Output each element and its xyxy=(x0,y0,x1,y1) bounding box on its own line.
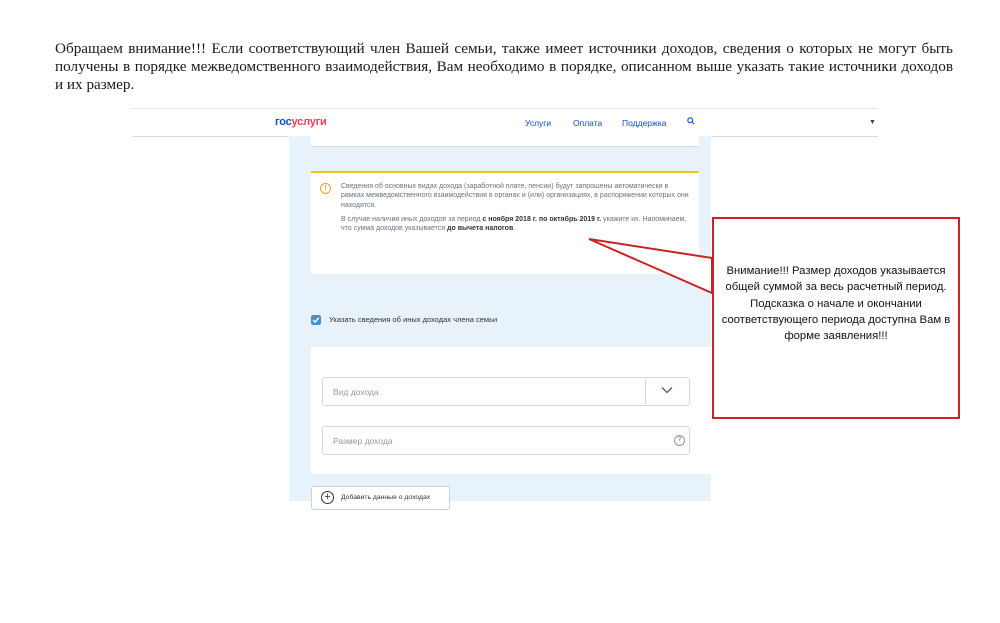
chevron-down-icon[interactable]: ▼ xyxy=(869,119,876,126)
income-amount-placeholder: Размер дохода xyxy=(333,436,393,446)
nav-support[interactable]: Поддержка xyxy=(622,118,667,128)
income-type-placeholder: Вид дохода xyxy=(333,387,379,397)
add-income-button-label: Добавить данные о доходах xyxy=(341,494,431,501)
info-paragraph-2: В случае наличия иных доходов за период с ноября 2018 г. по октябрь 2019 г. укажите их. Напоминаем, что сумма доходов указывается до вычета налогов. xyxy=(341,215,687,233)
intro-paragraph: Обращаем внимание!!! Если соответствующий член Вашей семьи, также имеет источники доходов, сведения о которых не могут быть получены в порядке межведомственного взаимодействия, Вам необходимо в порядке, описанном выше указать такие источники доходов и их размер. xyxy=(55,40,953,93)
nav-payment[interactable]: Оплата xyxy=(573,118,603,128)
info-paragraph-1: Сведения об основных видах дохода (заработной плате, пенсии) будут запрошены автоматически в рамках межведомственного взаимодействия в органах и (или) организациях, в распоряжении которых они находятся. xyxy=(341,183,689,209)
callout-box xyxy=(712,217,960,419)
help-icon[interactable]: ? xyxy=(674,435,685,446)
callout-text: Внимание!!! Размер доходов указывается общей суммой за весь расчетный период. Подсказка о начале и окончании соответствующего периода доступна Вам в форме заявления!!! xyxy=(721,265,951,343)
gosuslugi-logo[interactable]: госуслуги xyxy=(275,116,327,128)
other-income-checkbox-label: Указать сведения об иных доходах члена семьи xyxy=(329,315,498,324)
plus-circle-icon: + xyxy=(321,491,334,504)
warning-icon: ! xyxy=(320,183,331,194)
nav-services[interactable]: Услуги xyxy=(525,118,552,128)
